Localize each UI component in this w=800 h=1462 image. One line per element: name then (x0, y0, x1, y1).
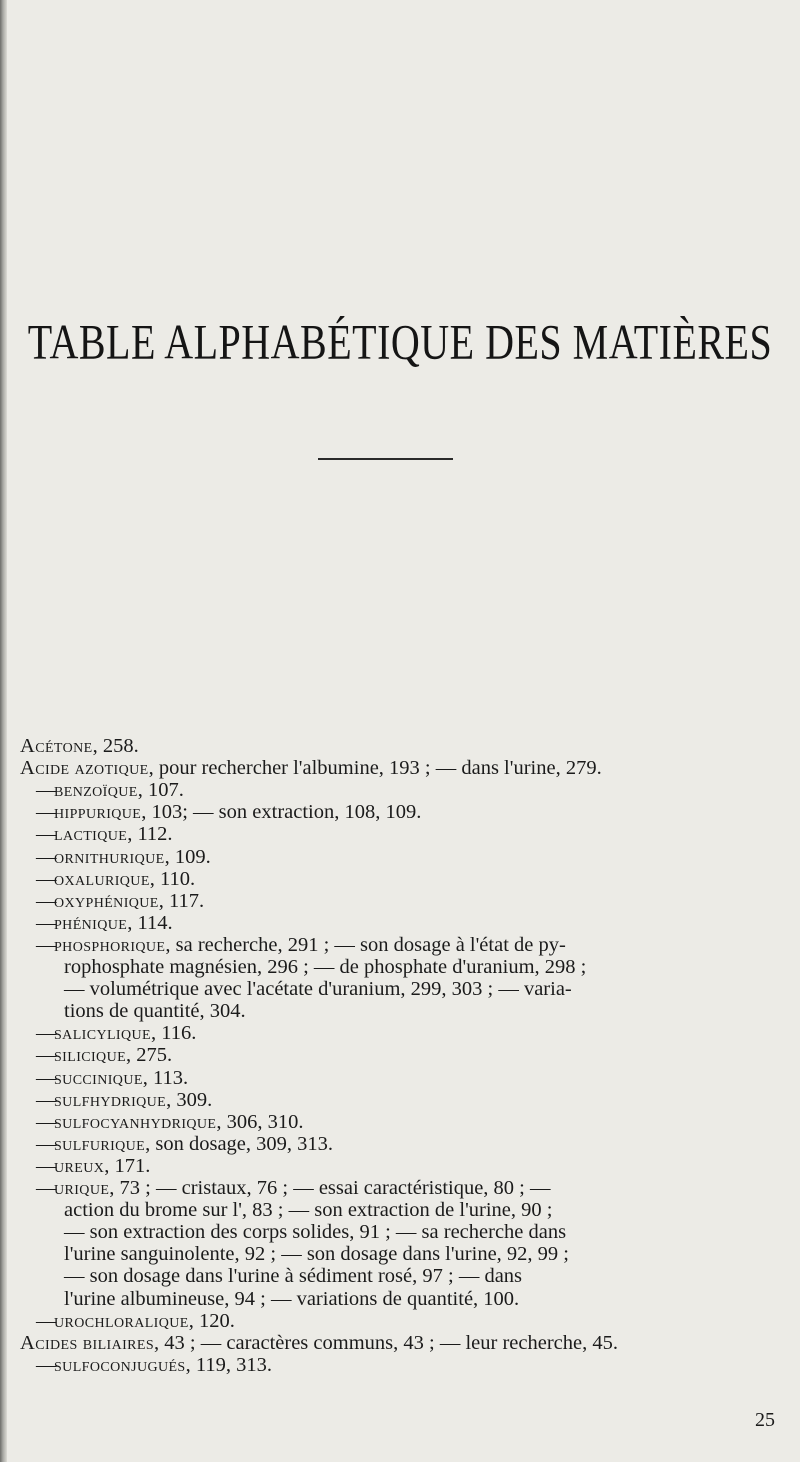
entry-dash: — (36, 867, 57, 890)
entry-headword: Acides (20, 1331, 78, 1354)
index-continuation-line (64, 1265, 522, 1287)
index-entry (20, 735, 139, 757)
title-rule (318, 458, 453, 460)
index-entry (36, 846, 211, 868)
entry-text: l'urine albumineuse, 94 ; — variations de quantité, 100. (64, 1287, 520, 1310)
entry-text: , 112. (127, 823, 173, 846)
index-entry (36, 779, 184, 801)
entry-subword: sulfhydrique (54, 1088, 167, 1111)
index-entry (20, 1332, 618, 1354)
entry-dash: — (36, 1177, 57, 1199)
entry-dash: — (36, 1022, 57, 1045)
index-entry (36, 868, 195, 890)
entry-subword: oxyphénique (54, 889, 159, 912)
entry-text: , 73 ; — cristaux, 76 ; — essai caractéristique, 80 ; — (109, 1177, 551, 1199)
index-entry (36, 1111, 304, 1133)
entry-text: , 114. (127, 911, 173, 934)
entry-text: action du brome sur l', 83 ; — son extraction de l'urine, 90 ; (64, 1199, 553, 1222)
entry-text: , son dosage, 309, 313. (145, 1132, 334, 1155)
entry-text: , 43 ; — caractères communs, 43 ; — leur recherche, 45. (154, 1331, 618, 1354)
entry-text: , 110. (149, 867, 196, 890)
entry-subword: sulfurique (54, 1132, 146, 1155)
entry-dash: — (36, 1110, 57, 1133)
entry-headword: Acétone (20, 735, 93, 757)
entry-text: , 113. (142, 1066, 189, 1089)
entry-dash: — (36, 1132, 57, 1155)
entry-text: , 120. (188, 1309, 235, 1332)
entry-text: , 309. (166, 1088, 213, 1111)
index-entry (36, 912, 173, 934)
index-entry (36, 801, 421, 823)
entry-dash: — (36, 911, 57, 934)
index-entry (20, 757, 602, 779)
entry-dash: — (36, 1353, 57, 1376)
index-continuation-line (64, 1288, 519, 1310)
entry-dash: — (36, 1044, 57, 1067)
entry-subword: phénique (54, 911, 128, 934)
index-continuation-line (64, 1243, 569, 1265)
index-entry (36, 1155, 150, 1177)
entry-text: , 103; — son extraction, 108, 109. (141, 801, 422, 824)
entry-text: , sa recherche, 291 ; — son dosage à l'état de py- (165, 933, 566, 956)
entry-dash: — (36, 845, 57, 868)
entry-text: , 306, 310. (216, 1110, 304, 1133)
entry-dash: — (36, 1066, 57, 1089)
entry-subword: azotique (74, 757, 149, 780)
entry-subword: silicique (54, 1044, 127, 1067)
entry-text: , 117. (158, 889, 205, 912)
entry-dash: — (36, 1309, 57, 1332)
index-entry (36, 1133, 333, 1155)
index-entry (36, 1022, 196, 1044)
entry-subword: succinique (54, 1066, 143, 1089)
entry-subword: sulfoconjugués (54, 1353, 186, 1376)
index-entry (36, 1089, 212, 1111)
entry-text: — son extraction des corps solides, 91 ; — sa recherche dans (64, 1221, 567, 1244)
entry-text: , pour rechercher l'albumine, 193 ; — dans l'urine, 279. (148, 757, 602, 780)
entry-text: rophosphate magnésien, 296 ; — de phosphate d'uranium, 298 ; (64, 956, 587, 978)
entry-dash: — (36, 1088, 57, 1111)
entry-subword: sulfocyanhydrique (54, 1110, 217, 1133)
entry-subword: biliaires (82, 1331, 155, 1354)
page-title: TABLE ALPHABÉTIQUE DES MATIÈRES (27, 313, 773, 370)
entry-dash: — (36, 1154, 57, 1177)
index-continuation-line (64, 978, 572, 1000)
entry-subword: salicylique (54, 1022, 151, 1045)
entry-dash: — (36, 801, 57, 824)
entry-text: , 275. (126, 1044, 173, 1067)
entry-text: , 119, 313. (185, 1353, 272, 1376)
index-continuation-line (64, 956, 586, 978)
index-entry (36, 1044, 172, 1066)
index-entry (36, 1310, 235, 1332)
index-continuation-line (64, 1221, 566, 1243)
entry-text: tions de quantité, 304. (64, 1000, 246, 1023)
entry-text: l'urine sanguinolente, 92 ; — son dosage dans l'urine, 92, 99 ; (64, 1243, 570, 1266)
index-continuation-line (64, 1199, 552, 1221)
index-entry (36, 823, 173, 845)
index-entry (36, 1067, 188, 1089)
binding-edge (0, 0, 7, 1462)
entry-text: — son dosage dans l'urine à sédiment rosé, 97 ; — dans (64, 1265, 523, 1288)
entry-subword: ornithurique (54, 845, 165, 868)
entry-subword: lactique (54, 823, 128, 846)
index-entry (36, 890, 204, 912)
entry-subword: hippurique (54, 801, 142, 824)
index-entry (36, 1354, 272, 1376)
entry-text: , 116. (150, 1022, 197, 1045)
index-continuation-line (64, 1000, 246, 1022)
entry-subword: phosphorique (54, 933, 166, 956)
page-number: 25 (755, 1409, 775, 1431)
index-entry (36, 1177, 551, 1199)
entry-dash: — (36, 933, 57, 956)
entry-dash: — (36, 779, 57, 802)
entry-subword: ureux (54, 1154, 105, 1177)
entry-subword: oxalurique (54, 867, 150, 890)
entry-text: , 258. (92, 735, 139, 757)
entry-dash: — (36, 823, 57, 846)
entry-text: , 109. (164, 845, 211, 868)
entry-text: , 107. (137, 779, 184, 802)
entry-subword: urochloralique (54, 1309, 189, 1332)
entry-dash: — (36, 889, 57, 912)
entry-subword: benzoïque (54, 779, 138, 802)
entry-headword: Acide (20, 757, 70, 780)
entry-subword: urique (54, 1177, 110, 1199)
entry-text: , 171. (104, 1154, 151, 1177)
entry-text: — volumétrique avec l'acétate d'uranium, 299, 303 ; — varia- (64, 978, 572, 1001)
index-entry (36, 934, 566, 956)
